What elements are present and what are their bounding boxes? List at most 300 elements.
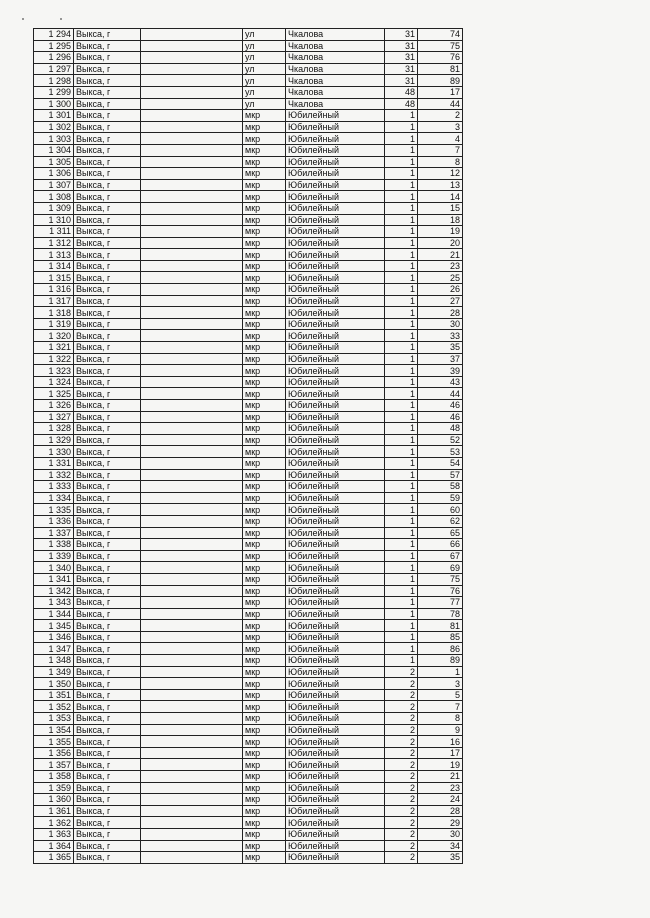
street-name-cell: Чкалова — [286, 63, 385, 75]
street-name-cell: Юбилейный — [286, 689, 385, 701]
blank-cell — [141, 272, 243, 284]
building-number-cell: 9 — [418, 724, 463, 736]
blank-cell — [141, 307, 243, 319]
building-number-cell: 12 — [418, 168, 463, 180]
blank-cell — [141, 713, 243, 725]
house-number-cell: 2 — [385, 840, 418, 852]
city-cell: Выкса, г — [74, 423, 141, 435]
street-type-cell: мкр — [243, 539, 286, 551]
row-number: 1 344 — [34, 608, 74, 620]
city-cell: Выкса, г — [74, 202, 141, 214]
blank-cell — [141, 724, 243, 736]
street-type-cell: мкр — [243, 237, 286, 249]
blank-cell — [141, 759, 243, 771]
building-number-cell: 35 — [418, 852, 463, 864]
street-type-cell: мкр — [243, 330, 286, 342]
city-cell: Выкса, г — [74, 411, 141, 423]
row-number: 1 302 — [34, 121, 74, 133]
street-type-cell: мкр — [243, 597, 286, 609]
row-number: 1 329 — [34, 434, 74, 446]
street-name-cell: Юбилейный — [286, 133, 385, 145]
building-number-cell: 76 — [418, 585, 463, 597]
row-number: 1 316 — [34, 284, 74, 296]
house-number-cell: 1 — [385, 144, 418, 156]
blank-cell — [141, 156, 243, 168]
row-number: 1 313 — [34, 249, 74, 261]
street-type-cell: мкр — [243, 689, 286, 701]
street-type-cell: мкр — [243, 515, 286, 527]
house-number-cell: 48 — [385, 86, 418, 98]
street-type-cell: мкр — [243, 481, 286, 493]
house-number-cell: 1 — [385, 318, 418, 330]
blank-cell — [141, 817, 243, 829]
table-row — [34, 365, 463, 377]
blank-cell — [141, 330, 243, 342]
city-cell: Выкса, г — [74, 655, 141, 667]
house-number-cell: 1 — [385, 121, 418, 133]
blank-cell — [141, 747, 243, 759]
house-number-cell: 2 — [385, 794, 418, 806]
row-number: 1 310 — [34, 214, 74, 226]
row-number: 1 297 — [34, 63, 74, 75]
city-cell: Выкса, г — [74, 573, 141, 585]
city-cell: Выкса, г — [74, 504, 141, 516]
row-number: 1 351 — [34, 689, 74, 701]
blank-cell — [141, 539, 243, 551]
street-name-cell: Юбилейный — [286, 342, 385, 354]
building-number-cell: 65 — [418, 527, 463, 539]
house-number-cell: 1 — [385, 400, 418, 412]
row-number: 1 322 — [34, 353, 74, 365]
blank-cell — [141, 423, 243, 435]
building-number-cell: 2 — [418, 110, 463, 122]
row-number: 1 308 — [34, 191, 74, 203]
table-row — [34, 156, 463, 168]
house-number-cell: 2 — [385, 689, 418, 701]
street-name-cell: Юбилейный — [286, 481, 385, 493]
street-type-cell: мкр — [243, 411, 286, 423]
city-cell: Выкса, г — [74, 400, 141, 412]
house-number-cell: 1 — [385, 411, 418, 423]
street-type-cell: ул — [243, 63, 286, 75]
street-type-cell: мкр — [243, 249, 286, 261]
blank-cell — [141, 237, 243, 249]
house-number-cell: 2 — [385, 701, 418, 713]
table-row — [34, 515, 463, 527]
house-number-cell: 2 — [385, 759, 418, 771]
building-number-cell: 1 — [418, 666, 463, 678]
blank-cell — [141, 342, 243, 354]
table-row — [34, 759, 463, 771]
street-type-cell: мкр — [243, 736, 286, 748]
house-number-cell: 1 — [385, 573, 418, 585]
table-row — [34, 469, 463, 481]
city-cell: Выкса, г — [74, 515, 141, 527]
house-number-cell: 1 — [385, 527, 418, 539]
city-cell: Выкса, г — [74, 527, 141, 539]
blank-cell — [141, 620, 243, 632]
row-number: 1 298 — [34, 75, 74, 87]
street-type-cell: мкр — [243, 805, 286, 817]
house-number-cell: 1 — [385, 446, 418, 458]
row-number: 1 307 — [34, 179, 74, 191]
building-number-cell: 76 — [418, 52, 463, 64]
building-number-cell: 19 — [418, 759, 463, 771]
table-row — [34, 643, 463, 655]
building-number-cell: 33 — [418, 330, 463, 342]
house-number-cell: 1 — [385, 608, 418, 620]
building-number-cell: 4 — [418, 133, 463, 145]
street-type-cell: мкр — [243, 260, 286, 272]
city-cell: Выкса, г — [74, 550, 141, 562]
street-name-cell: Юбилейный — [286, 434, 385, 446]
street-type-cell: мкр — [243, 307, 286, 319]
row-number: 1 349 — [34, 666, 74, 678]
street-name-cell: Юбилейный — [286, 330, 385, 342]
street-type-cell: мкр — [243, 492, 286, 504]
row-number: 1 340 — [34, 562, 74, 574]
building-number-cell: 44 — [418, 388, 463, 400]
city-cell: Выкса, г — [74, 86, 141, 98]
building-number-cell: 26 — [418, 284, 463, 296]
street-type-cell: мкр — [243, 191, 286, 203]
blank-cell — [141, 202, 243, 214]
row-number: 1 345 — [34, 620, 74, 632]
street-name-cell: Юбилейный — [286, 284, 385, 296]
row-number: 1 328 — [34, 423, 74, 435]
city-cell: Выкса, г — [74, 828, 141, 840]
street-name-cell: Юбилейный — [286, 307, 385, 319]
city-cell: Выкса, г — [74, 272, 141, 284]
table-row — [34, 423, 463, 435]
blank-cell — [141, 365, 243, 377]
city-cell: Выкса, г — [74, 260, 141, 272]
building-number-cell: 20 — [418, 237, 463, 249]
row-number: 1 354 — [34, 724, 74, 736]
street-name-cell: Юбилейный — [286, 457, 385, 469]
city-cell: Выкса, г — [74, 585, 141, 597]
table-row — [34, 191, 463, 203]
street-type-cell: мкр — [243, 272, 286, 284]
city-cell: Выкса, г — [74, 63, 141, 75]
street-type-cell: мкр — [243, 156, 286, 168]
city-cell: Выкса, г — [74, 620, 141, 632]
city-cell: Выкса, г — [74, 75, 141, 87]
city-cell: Выкса, г — [74, 365, 141, 377]
table-row — [34, 52, 463, 64]
building-number-cell: 57 — [418, 469, 463, 481]
house-number-cell: 1 — [385, 168, 418, 180]
house-number-cell: 1 — [385, 631, 418, 643]
street-name-cell: Юбилейный — [286, 446, 385, 458]
building-number-cell: 13 — [418, 179, 463, 191]
table-row — [34, 782, 463, 794]
street-name-cell: Юбилейный — [286, 156, 385, 168]
street-name-cell: Юбилейный — [286, 110, 385, 122]
row-number: 1 365 — [34, 852, 74, 864]
street-name-cell: Юбилейный — [286, 724, 385, 736]
row-number: 1 353 — [34, 713, 74, 725]
street-name-cell: Юбилейный — [286, 539, 385, 551]
street-type-cell: мкр — [243, 794, 286, 806]
city-cell: Выкса, г — [74, 771, 141, 783]
building-number-cell: 8 — [418, 156, 463, 168]
blank-cell — [141, 771, 243, 783]
row-number: 1 323 — [34, 365, 74, 377]
house-number-cell: 2 — [385, 736, 418, 748]
street-type-cell: мкр — [243, 376, 286, 388]
building-number-cell: 46 — [418, 400, 463, 412]
city-cell: Выкса, г — [74, 713, 141, 725]
house-number-cell: 1 — [385, 655, 418, 667]
city-cell: Выкса, г — [74, 144, 141, 156]
row-number: 1 304 — [34, 144, 74, 156]
table-row — [34, 608, 463, 620]
row-number: 1 336 — [34, 515, 74, 527]
table-row — [34, 133, 463, 145]
row-number: 1 325 — [34, 388, 74, 400]
blank-cell — [141, 782, 243, 794]
street-name-cell: Юбилейный — [286, 608, 385, 620]
table-row — [34, 457, 463, 469]
street-type-cell: мкр — [243, 678, 286, 690]
street-type-cell: мкр — [243, 655, 286, 667]
row-number: 1 335 — [34, 504, 74, 516]
table-row — [34, 852, 463, 864]
street-name-cell: Юбилейный — [286, 747, 385, 759]
street-name-cell: Юбилейный — [286, 817, 385, 829]
city-cell: Выкса, г — [74, 747, 141, 759]
street-name-cell: Юбилейный — [286, 168, 385, 180]
house-number-cell: 1 — [385, 237, 418, 249]
building-number-cell: 69 — [418, 562, 463, 574]
blank-cell — [141, 400, 243, 412]
city-cell: Выкса, г — [74, 457, 141, 469]
street-type-cell: мкр — [243, 724, 286, 736]
blank-cell — [141, 63, 243, 75]
blank-cell — [141, 214, 243, 226]
table-row — [34, 539, 463, 551]
table-row — [34, 434, 463, 446]
house-number-cell: 1 — [385, 342, 418, 354]
row-number: 1 327 — [34, 411, 74, 423]
building-number-cell: 75 — [418, 573, 463, 585]
blank-cell — [141, 608, 243, 620]
house-number-cell: 1 — [385, 330, 418, 342]
table-row — [34, 713, 463, 725]
city-cell: Выкса, г — [74, 179, 141, 191]
building-number-cell: 21 — [418, 249, 463, 261]
street-name-cell: Юбилейный — [286, 504, 385, 516]
street-name-cell: Юбилейный — [286, 713, 385, 725]
building-number-cell: 44 — [418, 98, 463, 110]
table-row — [34, 736, 463, 748]
blank-cell — [141, 52, 243, 64]
row-number: 1 337 — [34, 527, 74, 539]
street-name-cell: Юбилейный — [286, 295, 385, 307]
blank-cell — [141, 643, 243, 655]
row-number: 1 305 — [34, 156, 74, 168]
house-number-cell: 2 — [385, 666, 418, 678]
city-cell: Выкса, г — [74, 168, 141, 180]
street-name-cell: Юбилейный — [286, 411, 385, 423]
table-row — [34, 226, 463, 238]
street-type-cell: мкр — [243, 666, 286, 678]
row-number: 1 352 — [34, 701, 74, 713]
house-number-cell: 1 — [385, 307, 418, 319]
street-type-cell: мкр — [243, 295, 286, 307]
table-row — [34, 400, 463, 412]
house-number-cell: 1 — [385, 376, 418, 388]
street-type-cell: мкр — [243, 168, 286, 180]
blank-cell — [141, 98, 243, 110]
building-number-cell: 15 — [418, 202, 463, 214]
street-type-cell: мкр — [243, 840, 286, 852]
street-name-cell: Юбилейный — [286, 828, 385, 840]
table-row — [34, 29, 463, 41]
row-number: 1 314 — [34, 260, 74, 272]
city-cell: Выкса, г — [74, 191, 141, 203]
city-cell: Выкса, г — [74, 29, 141, 41]
row-number: 1 320 — [34, 330, 74, 342]
street-name-cell: Юбилейный — [286, 214, 385, 226]
building-number-cell: 5 — [418, 689, 463, 701]
blank-cell — [141, 515, 243, 527]
table-row — [34, 701, 463, 713]
street-name-cell: Юбилейный — [286, 376, 385, 388]
blank-cell — [141, 86, 243, 98]
house-number-cell: 1 — [385, 110, 418, 122]
blank-cell — [141, 249, 243, 261]
house-number-cell: 1 — [385, 515, 418, 527]
blank-cell — [141, 527, 243, 539]
city-cell: Выкса, г — [74, 736, 141, 748]
building-number-cell: 3 — [418, 121, 463, 133]
street-type-cell: мкр — [243, 631, 286, 643]
blank-cell — [141, 573, 243, 585]
street-type-cell: ул — [243, 75, 286, 87]
table-row — [34, 318, 463, 330]
table-row — [34, 237, 463, 249]
city-cell: Выкса, г — [74, 342, 141, 354]
street-type-cell: мкр — [243, 771, 286, 783]
city-cell: Выкса, г — [74, 469, 141, 481]
row-number: 1 364 — [34, 840, 74, 852]
row-number: 1 356 — [34, 747, 74, 759]
city-cell: Выкса, г — [74, 318, 141, 330]
table-row — [34, 98, 463, 110]
building-number-cell: 89 — [418, 75, 463, 87]
building-number-cell: 58 — [418, 481, 463, 493]
building-number-cell: 3 — [418, 678, 463, 690]
building-number-cell: 25 — [418, 272, 463, 284]
house-number-cell: 1 — [385, 295, 418, 307]
blank-cell — [141, 457, 243, 469]
street-type-cell: мкр — [243, 457, 286, 469]
street-name-cell: Юбилейный — [286, 492, 385, 504]
row-number: 1 311 — [34, 226, 74, 238]
city-cell: Выкса, г — [74, 539, 141, 551]
street-type-cell: мкр — [243, 747, 286, 759]
building-number-cell: 17 — [418, 86, 463, 98]
building-number-cell: 66 — [418, 539, 463, 551]
row-number: 1 343 — [34, 597, 74, 609]
house-number-cell: 2 — [385, 678, 418, 690]
building-number-cell: 7 — [418, 144, 463, 156]
street-name-cell: Юбилейный — [286, 782, 385, 794]
street-name-cell: Юбилейный — [286, 620, 385, 632]
table-row — [34, 724, 463, 736]
blank-cell — [141, 226, 243, 238]
table-row — [34, 75, 463, 87]
street-name-cell: Юбилейный — [286, 388, 385, 400]
table-row — [34, 284, 463, 296]
blank-cell — [141, 411, 243, 423]
blank-cell — [141, 655, 243, 667]
house-number-cell: 1 — [385, 539, 418, 551]
street-type-cell: мкр — [243, 573, 286, 585]
city-cell: Выкса, г — [74, 388, 141, 400]
row-number: 1 312 — [34, 237, 74, 249]
house-number-cell: 2 — [385, 852, 418, 864]
address-table-body — [34, 29, 463, 864]
blank-cell — [141, 828, 243, 840]
street-type-cell: мкр — [243, 365, 286, 377]
house-number-cell: 1 — [385, 260, 418, 272]
row-number: 1 319 — [34, 318, 74, 330]
house-number-cell: 1 — [385, 388, 418, 400]
building-number-cell: 74 — [418, 29, 463, 41]
street-name-cell: Чкалова — [286, 98, 385, 110]
street-type-cell: мкр — [243, 284, 286, 296]
street-type-cell: мкр — [243, 527, 286, 539]
row-number: 1 330 — [34, 446, 74, 458]
table-row — [34, 805, 463, 817]
blank-cell — [141, 295, 243, 307]
street-name-cell: Юбилейный — [286, 805, 385, 817]
house-number-cell: 31 — [385, 29, 418, 41]
city-cell: Выкса, г — [74, 782, 141, 794]
street-type-cell: мкр — [243, 110, 286, 122]
city-cell: Выкса, г — [74, 666, 141, 678]
street-type-cell: мкр — [243, 782, 286, 794]
row-number: 1 357 — [34, 759, 74, 771]
city-cell: Выкса, г — [74, 307, 141, 319]
house-number-cell: 1 — [385, 643, 418, 655]
house-number-cell: 31 — [385, 75, 418, 87]
blank-cell — [141, 29, 243, 41]
city-cell: Выкса, г — [74, 852, 141, 864]
city-cell: Выкса, г — [74, 214, 141, 226]
blank-cell — [141, 481, 243, 493]
street-name-cell: Чкалова — [286, 40, 385, 52]
blank-cell — [141, 504, 243, 516]
row-number: 1 306 — [34, 168, 74, 180]
house-number-cell: 1 — [385, 214, 418, 226]
table-row — [34, 295, 463, 307]
blank-cell — [141, 318, 243, 330]
city-cell: Выкса, г — [74, 481, 141, 493]
building-number-cell: 7 — [418, 701, 463, 713]
row-number: 1 363 — [34, 828, 74, 840]
table-row — [34, 272, 463, 284]
table-row — [34, 597, 463, 609]
street-name-cell: Юбилейный — [286, 597, 385, 609]
row-number: 1 301 — [34, 110, 74, 122]
row-number: 1 326 — [34, 400, 74, 412]
house-number-cell: 1 — [385, 249, 418, 261]
row-number: 1 333 — [34, 481, 74, 493]
